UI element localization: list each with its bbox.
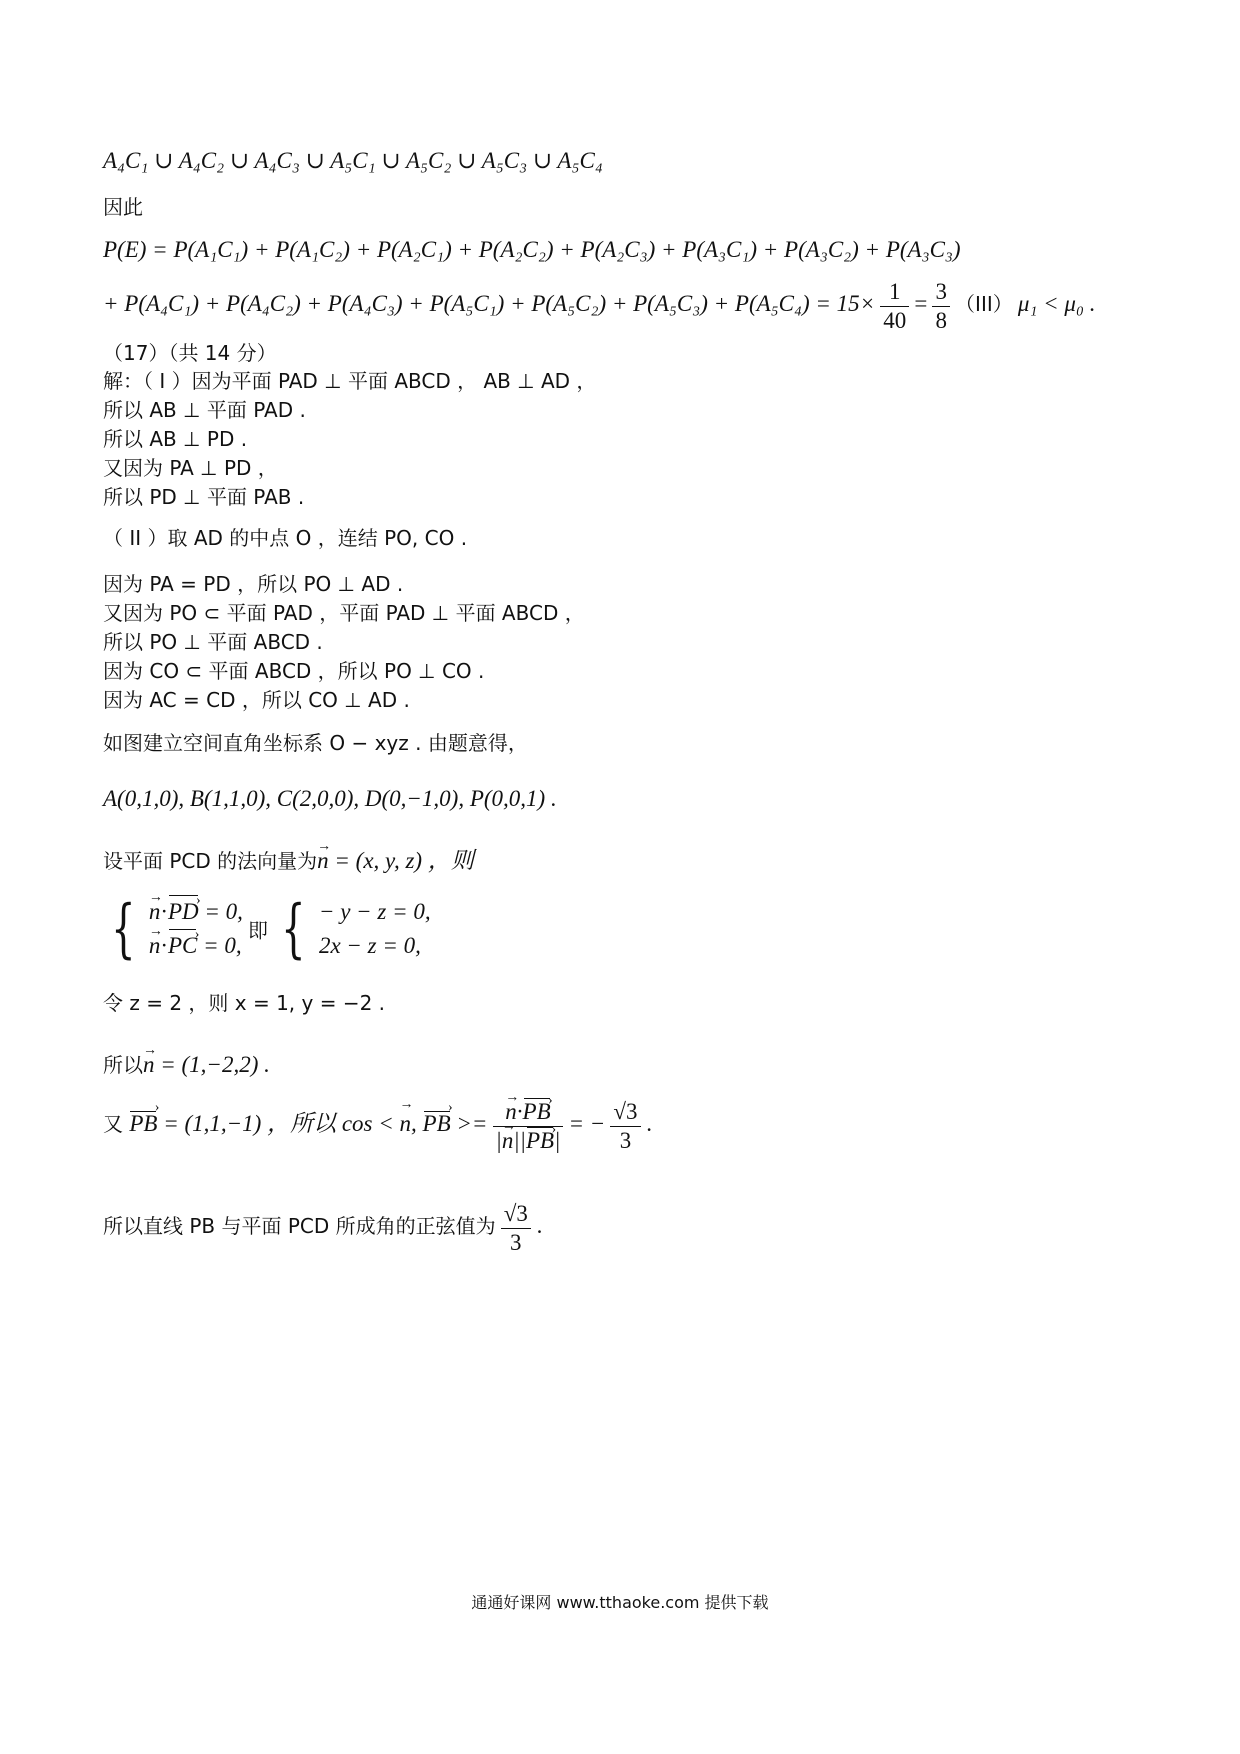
vector-n: → n	[400, 1111, 412, 1137]
coordinates-line: A(0,1,0), B(1,1,0), C(2,0,0), D(0,−1,0), P(0,0,1) .	[103, 786, 557, 811]
root3-over-3-fraction	[610, 1098, 640, 1155]
so-text: 所以	[103, 1053, 143, 1077]
solution-line-7: 因为 PA = PD ，所以 PO ⊥ AD .	[103, 572, 404, 596]
sine-result-line	[103, 1200, 542, 1257]
system-left	[149, 895, 243, 963]
equals-zero: = 0,	[198, 899, 243, 924]
period: .	[530, 1213, 543, 1238]
mu-comparison: μ₁ < μ₀ .	[1017, 291, 1096, 316]
solution-line-10: 因为 CO ⊂ 平面 ABCD ，所以 PO ⊥ CO .	[103, 659, 485, 683]
normal-vector-text: 设平面 PCD 的法向量为	[103, 849, 318, 873]
cosine-numerator: → n·PB ›	[493, 1098, 564, 1127]
equals-negative: = −	[568, 1111, 606, 1136]
part-iii-label: （III）	[955, 292, 1013, 316]
cosine-fraction	[493, 1098, 564, 1155]
period: .	[640, 1111, 653, 1136]
system-left-row-1: → n·PD › = 0,	[149, 895, 243, 929]
left-brace: {	[111, 892, 136, 966]
solution-line-8: 又因为 PO ⊂ 平面 PAD ，平面 PAD ⊥ 平面 ABCD ，	[103, 601, 585, 625]
vector-n: → n	[143, 1052, 155, 1078]
solution-line-11: 因为 AC = CD ，所以 CO ⊥ AD .	[103, 688, 410, 712]
vector-pc: PC ›	[168, 929, 197, 963]
solution-line-4: 又因为 PA ⊥ PD ，	[103, 456, 278, 480]
fraction-numerator: 3	[932, 278, 950, 307]
vector-n: → n	[502, 1127, 514, 1155]
probability-sum-terms: + P(A₄C₁) + P(A₄C₂) + P(A₄C₃) + P(A₅C₁) + P(A₅C₂) + P(A₅C₃) + P(A₅C₄) = 15×	[103, 291, 876, 316]
system-right-row-1: − y − z = 0,	[318, 899, 431, 924]
vector-pb: PB ›	[129, 1111, 157, 1137]
fraction-denominator: 3	[510, 1230, 522, 1255]
vector-n: → n	[149, 929, 161, 963]
pb-value-text: = (1,1,−1) ，所以 cos <	[157, 1111, 400, 1136]
solution-line-6: （ II ）取 AD 的中点 O ，连结 PO, CO .	[103, 526, 468, 550]
vector-pb: PB ›	[526, 1127, 554, 1155]
fraction-denominator: 3	[619, 1128, 632, 1153]
system-right-row-2: 2x − z = 0,	[318, 933, 421, 958]
equation-system	[103, 892, 431, 966]
fraction-numerator: √3	[501, 1200, 531, 1229]
cosine-denominator: |→ n||PB ›|	[493, 1127, 564, 1155]
solution-line-2: 所以 AB ⊥ 平面 PAD .	[103, 398, 306, 422]
system-right	[319, 895, 431, 963]
fraction-3-over-8	[932, 278, 950, 335]
equals-zero: = 0,	[197, 933, 242, 958]
question-17-header: （17）（共 14 分）	[103, 341, 277, 365]
vector-n: → n	[149, 895, 161, 929]
probability-line-1: P(E) = P(A₁C₁) + P(A₁C₂) + P(A₂C₁) + P(A₂C₂) + P(A₂C₃) + P(A₃C₁) + P(A₃C₂) + P(A₃C₃)	[103, 237, 961, 262]
ji-label: 即	[248, 918, 269, 943]
fraction-denominator: 8	[935, 308, 947, 333]
fraction-numerator: 1	[880, 278, 909, 307]
solution-line-3: 所以 AB ⊥ PD .	[103, 427, 248, 451]
solution-line-12: 如图建立空间直角坐标系 O − xyz . 由题意得，	[103, 731, 528, 755]
fraction-numerator: √3	[610, 1098, 640, 1127]
vector-n: → n	[317, 848, 329, 874]
vector-pd: PD ›	[168, 895, 199, 929]
page-footer: 通通好课网 www.tthaoke.com 提供下载	[471, 1593, 769, 1612]
union-line: A₄C₁ ∪ A₄C₂ ∪ A₄C₃ ∪ A₅C₁ ∪ A₅C₂ ∪ A₅C₃ ∪ A₅C₄	[103, 148, 603, 173]
sine-result-text: 所以直线 PB 与平面 PCD 所成角的正弦值为	[103, 1214, 496, 1238]
equals-sign: =	[914, 291, 928, 316]
let-z-line: 令 z = 2 ，则 x = 1, y = −2 .	[103, 991, 386, 1015]
n-value: = (1,−2,2) .	[154, 1052, 270, 1077]
you-text: 又	[103, 1112, 130, 1136]
vector-n: → n	[505, 1098, 517, 1126]
left-brace: {	[281, 892, 306, 966]
probability-line-2	[103, 278, 1095, 335]
solution-line-9: 所以 PO ⊥ 平面 ABCD .	[103, 630, 323, 654]
cosine-line	[103, 1098, 652, 1155]
fraction-denominator: 40	[883, 308, 907, 333]
root3-over-3-fraction	[501, 1200, 531, 1257]
solution-line-5: 所以 PD ⊥ 平面 PAB .	[103, 485, 305, 509]
vector-pb: PB ›	[423, 1111, 451, 1137]
system-left-row-2: → n·PC › = 0,	[149, 929, 243, 963]
n-result-line	[103, 1052, 270, 1078]
normal-vector-line	[103, 848, 474, 874]
fraction-1-over-40	[880, 278, 909, 335]
vector-pb: PB ›	[523, 1098, 551, 1126]
therefore-label: 因此	[103, 195, 143, 219]
comma: ,	[411, 1111, 423, 1136]
normal-vector-components: = (x, y, z) ，则	[328, 848, 474, 873]
cos-bracket: >=	[450, 1111, 488, 1136]
solution-line-1: 解：（ I ）因为平面 PAD ⊥ 平面 ABCD ， AB ⊥ AD ，	[103, 369, 597, 393]
